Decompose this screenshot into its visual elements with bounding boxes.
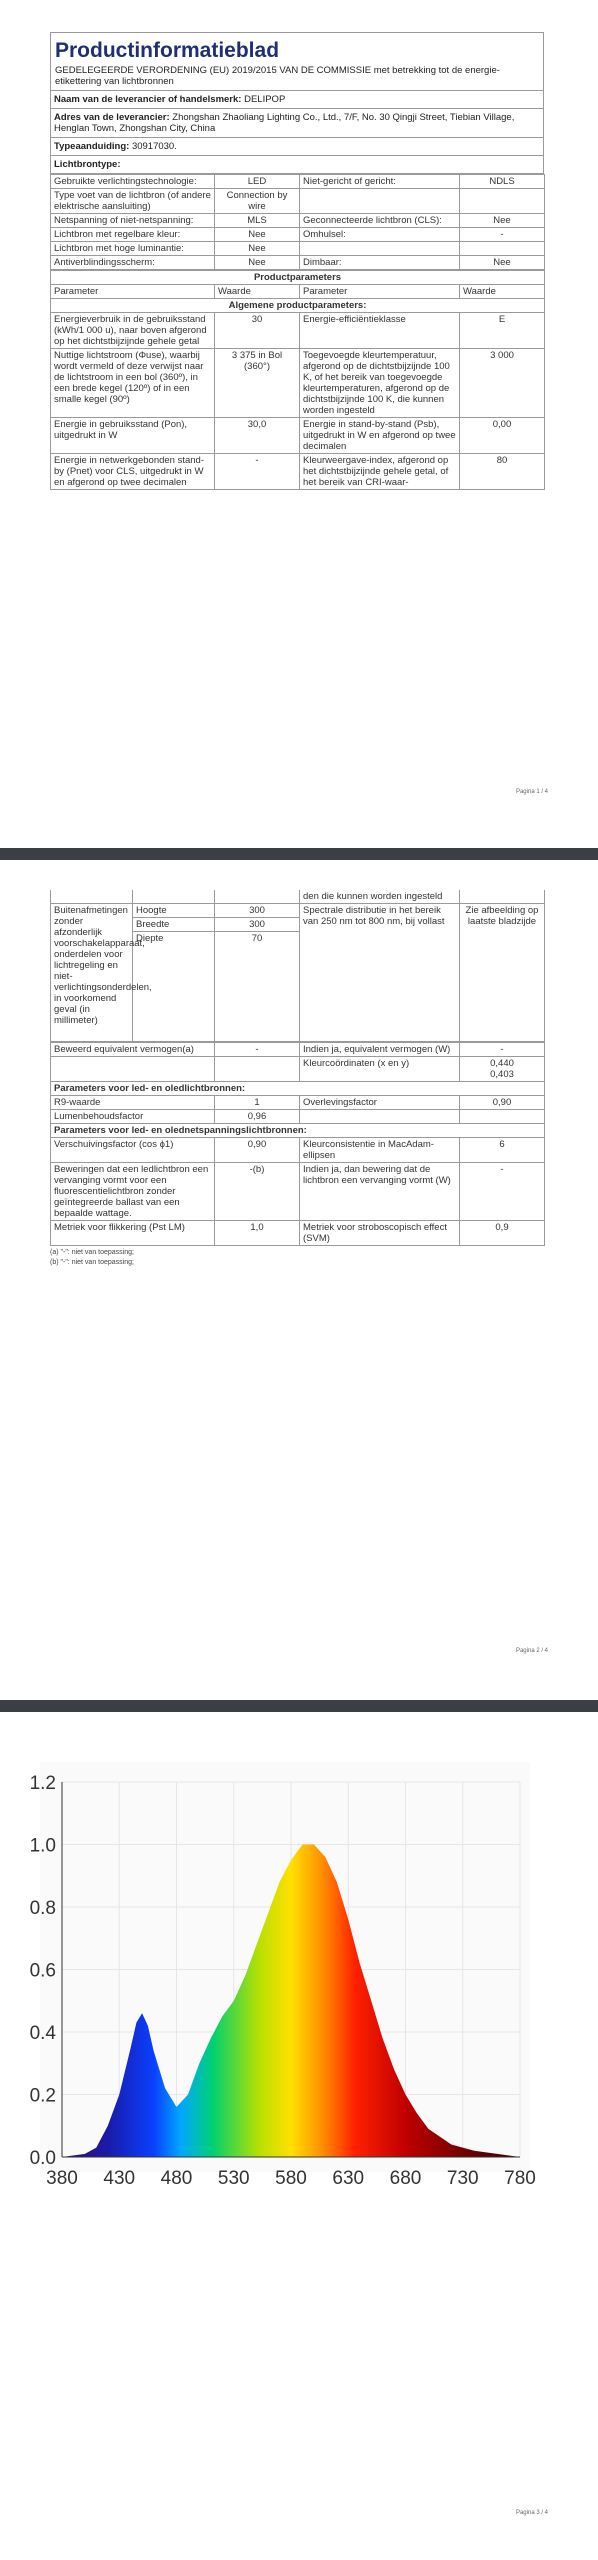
parameter-value: 80 <box>460 454 545 490</box>
parameter-label: Geconnecteerde lichtbron (CLS): <box>300 214 460 228</box>
table-row <box>51 418 545 454</box>
table-row <box>51 1057 545 1082</box>
parameter-label: Niet-gericht of gericht: <box>300 175 460 189</box>
parameter-value: Connection by wire <box>215 189 300 214</box>
footnote-a: (a) "-": niet van toepassing; <box>50 1249 134 1256</box>
page-3 <box>0 1712 598 2560</box>
parameter-label: Kleurweergave-index, afgerond op het dichtstbijzijnde gehele getal, of het bereik van CRI-waar- <box>300 454 460 490</box>
parameter-label: Metriek voor stroboscopisch effect (SVM) <box>300 1221 460 1246</box>
x-tick-label: 630 <box>332 2168 365 2189</box>
parameter-label: Beweringen dat een ledlichtbron een vervanging vormt voor een fluorescentielichtbron zonder geïntegreerde ballast van een bepaalde wattage. <box>51 1163 215 1221</box>
table-row <box>51 214 545 228</box>
table-row <box>51 1221 545 1246</box>
supplier-label: Naam van de leverancier of handelsmerk: <box>54 94 242 105</box>
parameter-value: NDLS <box>460 175 545 189</box>
dim-value: 300 <box>215 904 300 918</box>
lightsource-type-label: Lichtbrontype: <box>50 156 544 174</box>
parameter-label: Gebruikte verlichtingstechnologie: <box>51 175 215 189</box>
product-parameters-heading: Productparameters <box>51 271 545 285</box>
y-tick-label: 0.0 <box>29 2148 56 2169</box>
y-tick-label: 0.2 <box>29 2085 56 2107</box>
dim-name: Breedte <box>133 918 215 932</box>
parameter-label: Antiverblindingsscherm: <box>51 256 215 270</box>
parameter-label <box>51 1057 215 1082</box>
y-tick-label: 0.8 <box>29 1898 56 1919</box>
x-tick-label: 530 <box>217 2168 250 2189</box>
parameter-label: Type voet van de lichtbron (of andere elektrische aansluiting) <box>51 189 215 214</box>
page-title: Productinformatieblad <box>50 32 544 65</box>
model-value: 30917030. <box>131 141 177 152</box>
table-row <box>51 228 545 242</box>
product-parameters-table <box>50 270 545 490</box>
dim-value: 70 <box>215 932 300 1042</box>
parameter-value: - <box>215 454 300 490</box>
parameter-label: Energie in stand-by-stand (Psb), uitgedrukt in W en afgerond op twee decimalen <box>300 418 460 454</box>
parameter-label: Energie-efficiëntieklasse <box>300 313 460 349</box>
parameter-value <box>460 189 545 214</box>
page-number: Pagina 3 / 4 <box>515 2510 548 2516</box>
page-number: Pagina 2 / 4 <box>515 1648 548 1654</box>
table-row <box>51 313 545 349</box>
parameter-value: -(b) <box>215 1163 300 1221</box>
x-tick-labels <box>46 2168 536 2189</box>
parameter-value: 3 000 <box>460 349 545 418</box>
parameter-value: - <box>460 1163 545 1221</box>
spectral-distribution-chart <box>0 1712 598 2212</box>
parameter-label <box>300 1110 460 1124</box>
parameter-value: 0,90 <box>460 1096 545 1110</box>
table-row <box>51 454 545 490</box>
dim-name: Diepte <box>133 932 215 1042</box>
parameter-label: Indien ja, equivalent vermogen (W) <box>300 1043 460 1057</box>
supplier-row <box>50 91 544 109</box>
address-row <box>50 109 544 138</box>
dim-value: 300 <box>215 918 300 932</box>
led-parameters-heading: Parameters voor led- en oledlichtbronnen: <box>51 1082 545 1096</box>
parameter-label: Netspanning of niet-netspanning: <box>51 214 215 228</box>
parameter-label: Dimbaar: <box>300 256 460 270</box>
regulation-text: GEDELEGEERDE VERORDENING (EU) 2019/2015 VAN DE COMMISSIE met betrekking tot de energie-etikettering van lichtbronnen <box>50 65 544 91</box>
parameter-value: 0,9 <box>460 1221 545 1246</box>
x-tick-label: 380 <box>46 2168 78 2189</box>
parameter-value: - <box>460 1043 545 1057</box>
x-tick-label: 480 <box>160 2168 193 2189</box>
parameter-value: 0,90 <box>215 1138 300 1163</box>
col-parameter-2: Parameter <box>300 285 460 299</box>
parameter-label: Lumenbehoudsfactor <box>51 1110 215 1124</box>
parameter-value: Nee <box>215 256 300 270</box>
parameter-label: Kleurconsistentie in MacAdam-ellipsen <box>300 1138 460 1163</box>
outer-dimensions-label: Buitenafmetingen zonder afzonderlijk voorschakelapparaat, onderdelen voor lichtregeling en niet-verlichtingsonderdelen, in voorkomend geval (in millimeter) <box>51 904 133 1042</box>
address-value: Zhongshan Zhaoliang Lighting Co., Ltd., 7/F, No. 30 Qingji Street, Tiebian Village, Henglan Town, Zhongshan City, China <box>54 112 515 134</box>
dim-name: Hoogte <box>133 904 215 918</box>
parameter-label: Indien ja, dan bewering dat de lichtbron een vervanging vormt (W) <box>300 1163 460 1221</box>
parameter-value: 0,96 <box>215 1110 300 1124</box>
parameter-label: Nuttige lichtstroom (Φuse), waarbij wordt vermeld of deze verwijst naar de lichtstroom in een bol (360º), in een brede kegel (120º) of in een smalle kegel (90º) <box>51 349 215 418</box>
page-2 <box>0 860 598 1700</box>
x-tick-label: 430 <box>103 2168 136 2189</box>
parameter-value: LED <box>215 175 300 189</box>
product-info-sheet <box>50 32 544 490</box>
parameter-label: R9-waarde <box>51 1096 215 1110</box>
parameter-label: Toegevoegde kleurtemperatuur, afgerond op de dichtstbijzijnde 100 K, of het bereik van toegevoegde kleurtemperaturen, afgerond op de dichtstbijzijnde 100 K, die kunnen worden ingesteld <box>300 349 460 418</box>
model-row <box>50 138 544 156</box>
parameter-label: Overlevingsfactor <box>300 1096 460 1110</box>
table-row <box>51 175 545 189</box>
y-tick-label: 1.2 <box>29 1773 56 1794</box>
parameter-value: - <box>460 228 545 242</box>
col-value: Waarde <box>215 285 300 299</box>
product-info-sheet-continued <box>50 890 544 1268</box>
continued-text: den die kunnen worden ingesteld <box>300 890 460 904</box>
page-1 <box>0 0 598 848</box>
parameter-label: Lichtbron met regelbare kleur: <box>51 228 215 242</box>
parameter-value <box>215 1057 300 1082</box>
address-label: Adres van de leverancier: <box>54 112 170 123</box>
parameter-label: Energie in netwerkgebonden stand-by (Pnet) voor CLS, uitgedrukt in W en afgerond op twee decimalen <box>51 454 215 490</box>
parameter-value: Nee <box>215 228 300 242</box>
parameters-table-2 <box>50 1042 545 1246</box>
parameter-value: - <box>215 1043 300 1057</box>
spectral-distribution-label: Spectrale distributie in het bereik van 250 nm tot 800 nm, bij vollast <box>300 904 460 1042</box>
parameter-value: 30,0 <box>215 418 300 454</box>
parameter-value: 1,0 <box>215 1221 300 1246</box>
lightsource-table <box>50 174 545 270</box>
spectral-distribution-value: Zie afbeelding op laatste bladzijde <box>460 904 545 1042</box>
led-mains-parameters-heading: Parameters voor led- en olednetspanningslichtbronnen: <box>51 1124 545 1138</box>
footnote-b: (b) "-": niet van toepassing; <box>50 1259 134 1266</box>
table-row <box>51 256 545 270</box>
general-parameters-heading: Algemene productparameters: <box>51 299 545 313</box>
page-separator <box>0 1700 598 1712</box>
dimensions-table <box>50 890 545 1042</box>
table-row <box>51 189 545 214</box>
parameter-value: MLS <box>215 214 300 228</box>
parameter-label <box>300 189 460 214</box>
table-row <box>51 1138 545 1163</box>
parameter-label: Kleurcoördinaten (x en y) <box>300 1057 460 1082</box>
table-row <box>51 349 545 418</box>
parameter-value: 30 <box>215 313 300 349</box>
model-label: Typeaanduiding: <box>54 141 130 152</box>
parameter-value <box>460 242 545 256</box>
supplier-value: DELIPOP <box>244 94 286 105</box>
y-tick-label: 1.0 <box>29 1835 56 1857</box>
table-row <box>51 1163 545 1221</box>
parameter-label: Omhulsel: <box>300 228 460 242</box>
parameter-value: E <box>460 313 545 349</box>
parameter-label <box>300 242 460 256</box>
page-number: Pagina 1 / 4 <box>515 789 548 795</box>
parameter-label: Metriek voor flikkering (Pst LM) <box>51 1221 215 1246</box>
table-row <box>51 1043 545 1057</box>
parameter-value: Nee <box>460 256 545 270</box>
page-separator <box>0 848 598 860</box>
parameter-value: 0,440 0,403 <box>460 1057 545 1082</box>
table-row <box>51 1110 545 1124</box>
table-row <box>51 1096 545 1110</box>
parameter-label: Energie in gebruiksstand (Pon), uitgedrukt in W <box>51 418 215 454</box>
parameter-value: 0,00 <box>460 418 545 454</box>
parameter-value: 3 375 in Bol (360°) <box>215 349 300 418</box>
parameter-value: Nee <box>460 214 545 228</box>
parameter-label: Verschuivingsfactor (cos ϕ1) <box>51 1138 215 1163</box>
y-tick-label: 0.6 <box>29 1960 56 1982</box>
parameter-value: 6 <box>460 1138 545 1163</box>
parameter-value: 1 <box>215 1096 300 1110</box>
parameter-label: Beweerd equivalent vermogen(a) <box>51 1043 215 1057</box>
x-tick-label: 680 <box>389 2168 422 2189</box>
x-tick-label: 780 <box>504 2168 536 2189</box>
parameter-value: Nee <box>215 242 300 256</box>
x-tick-label: 580 <box>275 2168 307 2189</box>
y-tick-label: 0.4 <box>29 2023 56 2044</box>
parameter-value <box>460 1110 545 1124</box>
parameter-label: Energieverbruik in de gebruiksstand (kWh/1 000 u), naar boven afgerond op het dichtstbijzijnde gehele getal <box>51 313 215 349</box>
table-row <box>51 242 545 256</box>
x-tick-label: 730 <box>446 2168 479 2189</box>
col-value-2: Waarde <box>460 285 545 299</box>
parameter-label: Lichtbron met hoge luminantie: <box>51 242 215 256</box>
col-parameter: Parameter <box>51 285 215 299</box>
